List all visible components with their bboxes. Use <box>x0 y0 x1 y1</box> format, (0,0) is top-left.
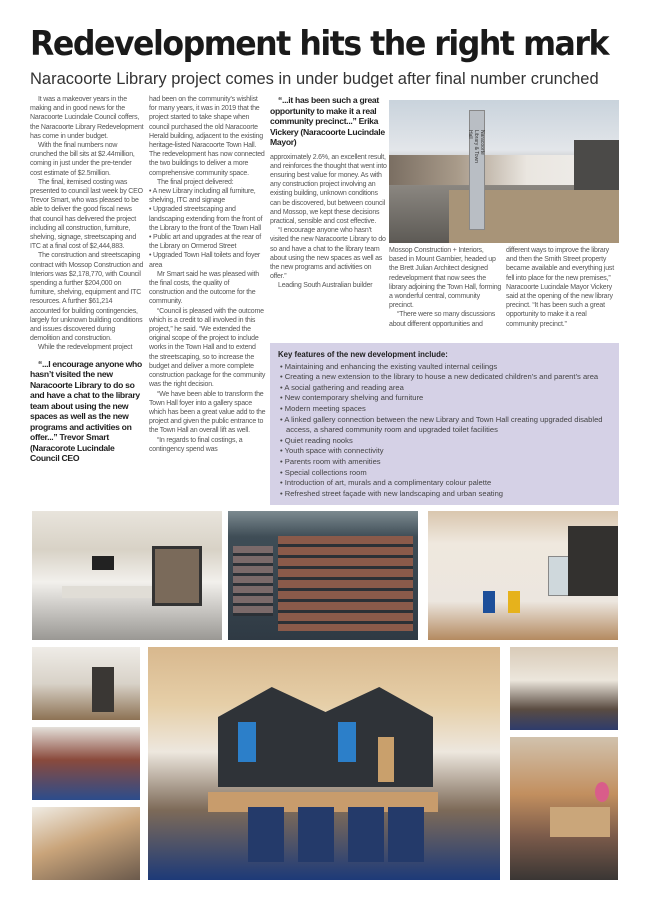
paragraph: It was a makeover years in the making and in good news for the Naracoorte Lucindale Council coffers, the Naracoorte Library Redevelopment has come in under budget. <box>30 96 144 140</box>
feature-item: • Special collections room <box>278 468 611 479</box>
paragraph: “We have been able to transform the Town Hall foyer into a gallery space which has been a great value add to the project and given the public entrance to the Town Hall an overall lift as well. <box>149 390 266 435</box>
key-features-heading: Key features of the new development include: <box>278 350 448 359</box>
photo-childrens-area <box>148 647 500 880</box>
photo-library-exterior <box>389 100 619 243</box>
feature-item: • Maintaining and enhancing the existing vaulted internal ceilings <box>278 362 611 373</box>
photo-skylight <box>32 807 140 880</box>
paragraph: “Council is pleased with the outcome which is a credit to all involved in this project,” he said. “We extended the original scope of the project to include works in the Town Hall and to extend the streetscaping, so to increase the budget and deliver a more complete construction package for the community was the right decision. <box>149 307 266 389</box>
bullet-item: • Upgraded streetscaping and landscaping extending from the front of the Library to the front of the Town Hall <box>149 206 263 232</box>
feature-item: • Quiet reading nooks <box>278 436 611 447</box>
subheadline: Naracoorte Library project comes in under budget after final number crunched <box>30 70 599 88</box>
article-column-2 <box>149 95 266 454</box>
feature-item: • Introduction of art, murals and a complimentary colour palette <box>278 478 611 489</box>
photo-front-desk <box>428 511 618 640</box>
headline: Redevelopment hits the right mark <box>30 24 609 64</box>
feature-item: • Creating a new extension to the library to house a new dedicated children’s and parent’s area <box>278 372 611 383</box>
pull-quote-mayor: “...it has been such a great opportunity to make it a real community precinct...” Erika Vickery (Naracoorte Lucindale Mayor) <box>270 95 385 147</box>
paragraph: With the final numbers now crunched the bill sits at $2.44million, coming in just under the pre-tender cost estimate of $2.5million. <box>30 142 135 177</box>
photo-bookshelves <box>228 511 418 640</box>
paragraph: different ways to improve the library and then the Smith Street property became available and everything just fell into place for the new premises,” Naracoorte Lucindale Mayor Vickery said at the opening of the new library precinct. “It has been such a great opportunity to make it a real community precinct.” <box>506 247 614 328</box>
paragraph: Mr Smart said he was pleased with the final costs, the quality of construction and the outcome for the community. <box>149 270 259 306</box>
bullet-item: • Upgraded Town Hall toilets and foyer area <box>149 252 261 269</box>
bullet-item: • A new Library including all furniture, shelving, ITC and signage <box>149 188 256 205</box>
photo-craft-activity <box>510 737 618 880</box>
feature-item: • A social gathering and reading area <box>278 383 611 394</box>
feature-item: • Parents room with amenities <box>278 457 611 468</box>
paragraph: “There were so many discussions about different opportunities and <box>389 311 496 328</box>
paragraph: Leading South Australian builder <box>278 282 373 290</box>
photo-corridor <box>32 647 140 720</box>
paragraph: had been on the community’s wishlist for many years, it was in 2019 that the project started to take shape when council purchased the old Naracoorte Herald building, adjacent to the existing heritage-listed Naracoorte Town Hall. The redevelopment has now connected the two buildings to deliver a more comprehensive community space. <box>149 96 265 177</box>
photo-library-interior <box>510 647 618 730</box>
paragraph: The construction and streetscaping contract with Mossop Construction and Interiors was $2,178,770, with Council spending a further $204,000 on furniture, shelving, equipment and ITC resources. A further $61,214 accounted for building contingencies, largely for unknown building conditions and issues discovered during demolition and construction. <box>30 252 144 343</box>
paragraph: “I encourage anyone who hasn’t visited the new Naracoorte Library to do so and have a chat to the library team about using the new spaces as well as the new programs and activities on offer.” <box>270 227 386 281</box>
article-column-4 <box>389 246 502 329</box>
article-column-1 <box>30 95 144 464</box>
feature-item: • A linked gallery connection between the new Library and Town Hall creating upgraded disabled access, a shared community room and upgraded toilet facilities <box>278 415 611 436</box>
article-column-3 <box>270 95 387 291</box>
key-features-box <box>270 343 619 505</box>
paragraph: The final project delivered: <box>157 178 234 186</box>
paragraph: “In regards to final costings, a contingency spend was <box>149 436 243 453</box>
paragraph: Mossop Construction + Interiors, based in Mount Gambier, headed up the Brett Julian Architect designed redevelopment that now sees the library adjoining the Town Hall, forming a wonderful central, community precinct. <box>389 247 502 310</box>
feature-item: • Modern meeting spaces <box>278 404 611 415</box>
paragraph: The final, itemised costing was presented to council last week by CEO Trevor Smart, who was pleased to be able to deliver the good fiscal news that council has delivered the project including all construction, furniture, shelving, signage, streetscaping and ITC at a final cost of $2,444,883. <box>30 178 143 251</box>
article-column-5 <box>506 246 620 329</box>
feature-item: • Refreshed street façade with new landscaping and urban seating <box>278 489 611 500</box>
pull-quote-ceo: “...I encourage anyone who hasn’t visited the new Naracoorte Library to do so and have a chat to the library team about using the new spaces as well as the new programs and activities on offer...” Trevor Smart (Naracorote Lucindale Council CEO <box>30 358 142 464</box>
library-sign: Naracoorte Library & Town Hall <box>467 130 485 163</box>
photo-meeting-room <box>32 511 222 640</box>
bullet-item: • Public art and upgrades at the rear of the Library on Ormerod Street <box>149 234 261 251</box>
photo-reading-area <box>32 727 140 800</box>
paragraph: While the redevelopment project <box>38 344 133 352</box>
feature-item: • Youth space with connectivity <box>278 446 611 457</box>
feature-item: • New contemporary shelving and furniture <box>278 393 611 404</box>
paragraph: approximately 2.6%, an excellent result, and reinforces the thought that went into ensuring best value for money. As with any construction project involving an existing building, unknown conditions can be discovered, but between council and Mossop, we kept these decisions practical, sensible and cost effective. <box>270 153 387 225</box>
